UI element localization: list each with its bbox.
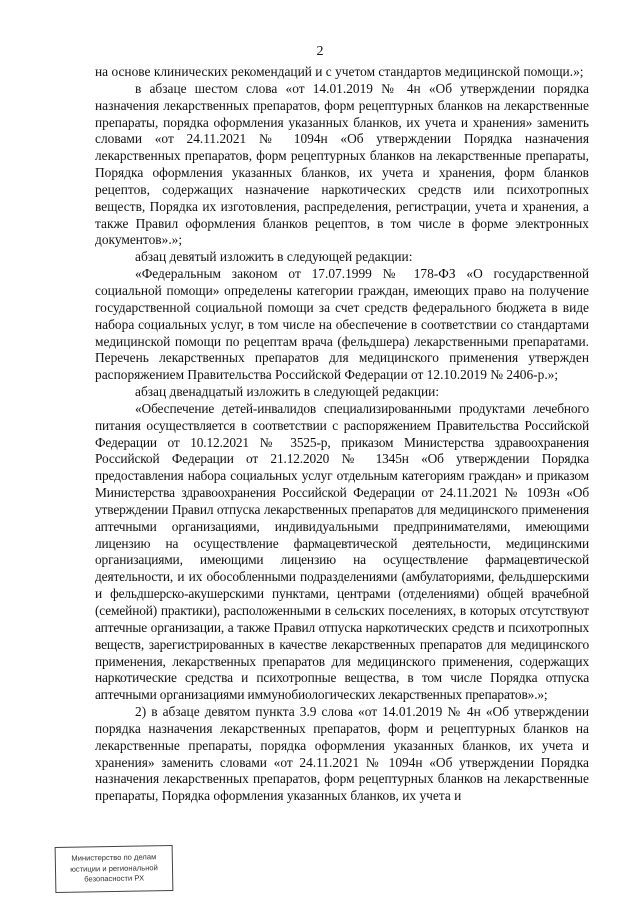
stamp-line: юстиции и региональной <box>70 862 158 874</box>
paragraph-abzac-12-text: «Обеспечение детей-инвалидов специализированными продуктами лечебного питания осуществляется в соответствии с распоряжением Правительства Российской Федерации от 10.12.2021 № 3525-р, приказом Министерства здравоохранения Российской Федерации от 21.12.2020 № 1345н «Об утверждении Порядка предоставления набора социальных услуг отдельным категориям граждан» и приказом Министерства здравоохранения Российской Федерации от 24.11.2021 № 1093н «Об утверждении Правил отпуска лекарственных препаратов для медицинского применения аптечными организациями, индивидуальными предпринимателями, имеющими лицензию на осуществление фармацевтической деятельности, медицинскими организациями, имеющими лицензию на осуществление фармацевтической деятельности, и их обособленными подразделениями (амбулаториями, фельдшерскими и фельдшерско-акушерскими пунктами, центрами (отделениями) общей врачебной (семейной) практики), расположенными в сельских поселениях, в которых отсутствуют аптечные организации, а также Правил отпуска наркотических средств и психотропных веществ, зарегистрированных в качестве лекарственных препаратов для медицинского применения, лекарственных препаратов для медицинского применения, содержащих наркотические средства и психотропные вещества, в том числе Порядка отпуска аптечными организациями иммунобиологических лекарственных препаратов».»; <box>95 400 589 703</box>
registration-stamp <box>55 845 174 893</box>
page-number: 2 <box>316 44 324 59</box>
paragraph-item-2: 2) в абзаце девятом пункта 3.9 слова «от 14.01.2019 № 4н «Об утверждении порядка назначения лекарственных препаратов, форм и рецептурных бланков на лекарственные препараты, порядка оформления указанных бланков, их учета и хранения» заменить словами «от 24.11.2021 № 1094н «Об утверждении Порядка назначения лекарственных препаратов, форм рецептурных бланков на лекарственные препараты, Порядка оформления указанных бланков, их учета и <box>95 704 589 804</box>
paragraph-abzac-12-intro: абзац двенадцатый изложить в следующей редакции: <box>135 384 440 400</box>
document-body <box>95 64 589 805</box>
paragraph-abzac-6-amendment: в абзаце шестом слова «от 14.01.2019 № 4н «Об утверждении порядка назначения лекарственных препаратов, форм рецептурных бланков на лекарственные препараты, порядка оформления указанных бланков, их учета и хранения» заменить словами «от 24.11.2021 № 1094н «Об утверждении Порядка назначения лекарственных препаратов, форм рецептурных бланков на лекарственные препараты, Порядка оформления указанных бланков, их учета и хранения, форм бланков рецептов, содержащих назначение наркотических средств или психотропных веществ, Порядка их изготовления, распределения, регистрации, учета и хранения, а также Правил оформления бланков рецептов, в том числе в форме электронных документов».»; <box>95 80 589 248</box>
paragraph-continuation: на основе клинических рекомендаций и с учетом стандартов медицинской помощи.»; <box>95 64 584 79</box>
stamp-line: Министерство по делам <box>71 852 157 863</box>
paragraph-abzac-9-text: «Федеральным законом от 17.07.1999 № 178-ФЗ «О государственной социальной помощи» определены категории граждан, имеющих право на получение государственной социальной помощи за счет средств федерального бюджета в виде набора социальных услуг, в том числе на обеспечение в соответствии со стандартами медицинской помощи по рецептам врача (фельдшера) лекарственными препаратами. Перечень лекарственных препаратов для медицинского применения утвержден распоряжением Правительства Российской Федерации от 12.10.2019 № 2406-р.»; <box>95 266 589 383</box>
paragraph-abzac-9-intro: абзац девятый изложить в следующей редакции: <box>135 249 413 265</box>
stamp-line: безопасности РХ <box>84 873 145 884</box>
